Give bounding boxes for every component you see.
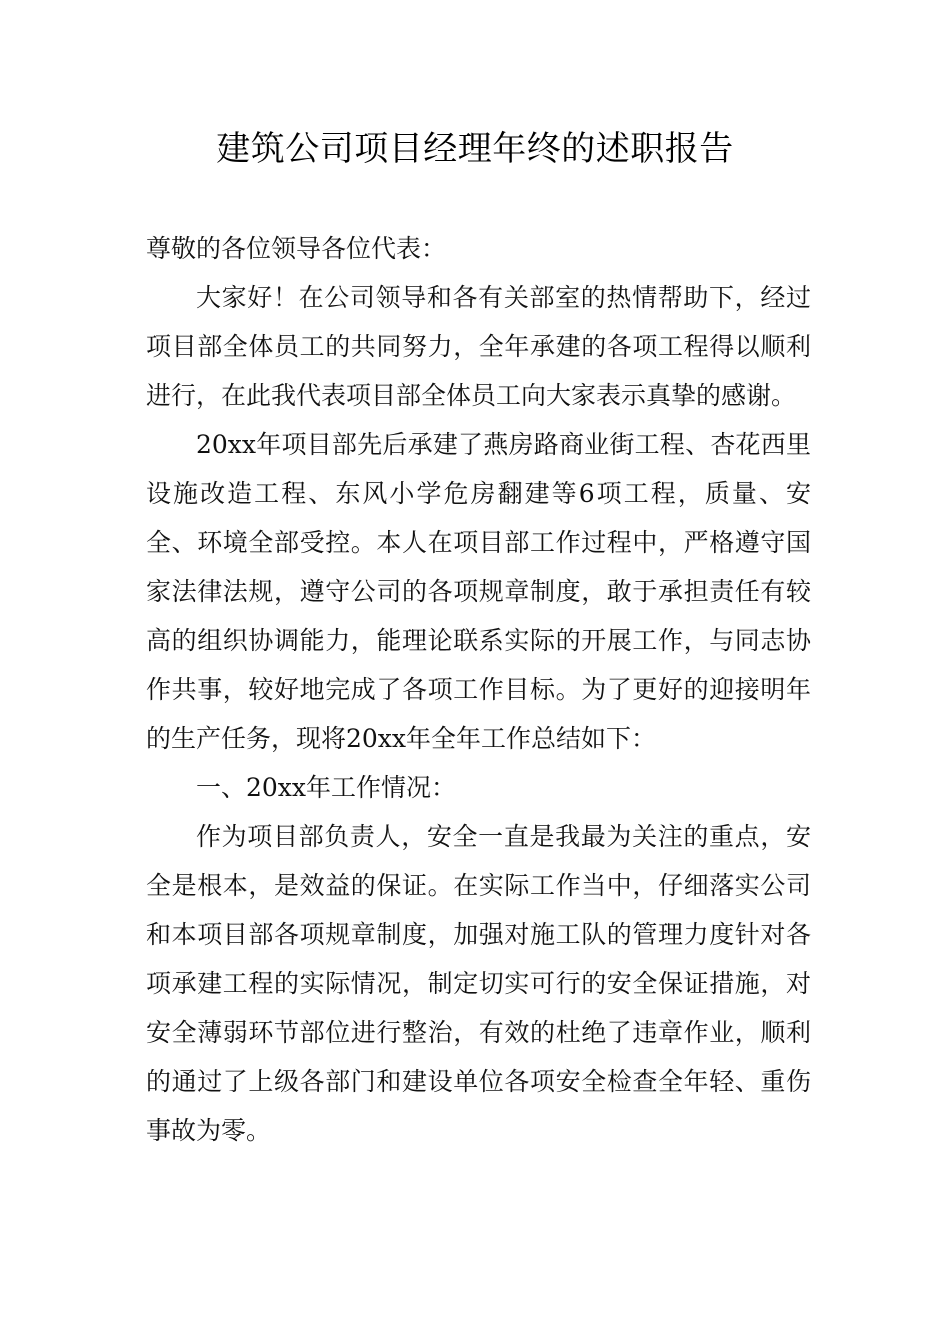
document-title: 建筑公司项目经理年终的述职报告	[216, 129, 734, 169]
salutation: 尊敬的各位领导各位代表：	[146, 234, 447, 263]
paragraph-greeting: 大家好！在公司领导和各有关部室的热情帮助下，经过项目部全体员工的共同努力，全年承建的各项工程得以顺利进行，在此我代表项目部全体员工向大家表示真挚的感谢。	[146, 283, 811, 410]
paragraph-safety: 作为项目部负责人，安全一直是我最为关注的重点，安全是根本，是效益的保证。在实际工作当中，仔细落实公司和本项目部各项规章制度，加强对施工队的管理力度针对各项承建工程的实际情况，制定切实可行的安全保证措施，对安全薄弱环节部位进行整治，有效的杜绝了违章作业，顺利的通过了上级各部门和建设单位各项安全检查全年轻、重伤事故为零。	[146, 822, 811, 1145]
section-heading-work-status: 一、20xx年工作情况：	[196, 773, 457, 802]
paragraph-projects: 20xx年项目部先后承建了燕房路商业街工程、杏花西里设施改造工程、东风小学危房翻建等6项工程，质量、安全、环境全部受控。本人在项目部工作过程中，严格遵守国家法律法规，遵守公司的各项规章制度，敢于承担责任有较高的组织协调能力，能理论联系实际的开展工作，与同志协作共事，较好地完成了各项工作目标。为了更好的迎接明年的生产任务，现将20xx年全年工作总结如下：	[146, 430, 811, 753]
document-body	[146, 224, 811, 1155]
